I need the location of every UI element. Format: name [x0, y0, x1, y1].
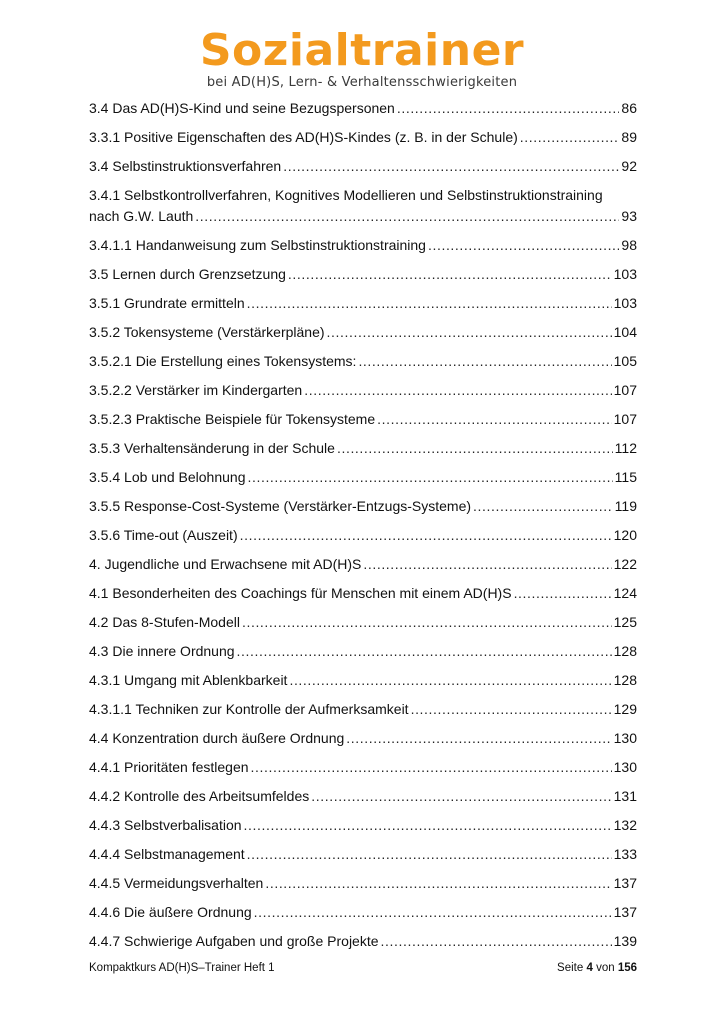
toc-dot-leader [289, 670, 611, 691]
toc-dot-leader [237, 641, 612, 662]
toc-dot-leader [242, 612, 612, 633]
toc-entry-page: 103 [613, 295, 637, 311]
toc-dot-leader [283, 156, 619, 177]
toc-entry-page: 125 [613, 614, 637, 630]
toc-entry-page: 92 [621, 158, 637, 174]
toc-entry-title: 3.3.1 Positive Eigenschaften des AD(H)S-Kindes (z. B. in der Schule) [89, 129, 518, 145]
toc-entry[interactable] [89, 525, 637, 546]
brand-subtitle: bei AD(H)S, Lern- & Verhaltensschwierigkeiten [206, 75, 518, 90]
toc-entry-title: 3.5 Lernen durch Grenzsetzung [89, 266, 286, 282]
toc-entry[interactable] [89, 670, 637, 691]
toc-entry[interactable] [89, 322, 637, 343]
toc-dot-leader [428, 235, 619, 256]
toc-entry-title: 4.4 Konzentration durch äußere Ordnung [89, 730, 345, 746]
toc-entry-title: 3.5.1 Grundrate ermitteln [89, 295, 245, 311]
toc-entry-title: 4.3.1.1 Techniken zur Kontrolle der Aufmerksamkeit [89, 701, 409, 717]
toc-entry-title: 3.5.5 Response-Cost-Systeme (Verstärker-Entzugs-Systeme) [89, 498, 472, 514]
toc-dot-leader [346, 728, 611, 749]
toc-dot-leader [311, 786, 611, 807]
toc-entry-title: 4.4.5 Vermeidungsverhalten [89, 875, 264, 891]
toc-entry[interactable] [89, 699, 637, 720]
toc-entry-row [89, 98, 637, 119]
footer-page-prefix: Seite [557, 962, 584, 974]
footer-current-page: 4 [586, 962, 593, 974]
toc-entry-title: 4.3 Die innere Ordnung [89, 643, 235, 659]
toc-entry-row [89, 351, 637, 372]
toc-entry-title: 3.5.3 Verhaltensänderung in der Schule [89, 440, 335, 456]
brand-logo-title: Sozialtrainer [199, 25, 525, 76]
toc-entry-row [89, 786, 637, 807]
toc-entry-page: 122 [613, 556, 637, 572]
toc-entry-title: nach G.W. Lauth [89, 208, 194, 224]
toc-entry[interactable] [89, 438, 637, 459]
toc-entry-page: 103 [613, 266, 637, 282]
toc-dot-leader [377, 409, 612, 430]
toc-dot-leader [337, 438, 613, 459]
toc-entry[interactable] [89, 185, 637, 227]
toc-entry-page: 124 [613, 585, 637, 601]
toc-entry-row [89, 438, 637, 459]
toc-entry[interactable] [89, 641, 637, 662]
page-header [0, 25, 724, 90]
toc-entry-title: 4.4.3 Selbstverbalisation [89, 817, 242, 833]
toc-entry[interactable] [89, 786, 637, 807]
toc-entry[interactable] [89, 98, 637, 119]
footer-course-title: Kompaktkurs AD(H)S–Trainer Heft 1 [89, 962, 275, 974]
page-footer [89, 962, 637, 974]
toc-dot-leader [195, 206, 619, 227]
toc-entry[interactable] [89, 409, 637, 430]
toc-entry-page: 132 [613, 817, 637, 833]
toc-entry-page: 128 [613, 643, 637, 659]
toc-entry-row [89, 612, 637, 633]
toc-entry-row [89, 409, 637, 430]
footer-page-number [557, 962, 637, 974]
table-of-contents [89, 98, 637, 960]
toc-entry[interactable] [89, 127, 637, 148]
toc-entry-page: 115 [614, 469, 637, 485]
toc-dot-leader [520, 127, 620, 148]
toc-dot-leader [363, 554, 611, 575]
toc-entry-row [89, 670, 637, 691]
toc-entry[interactable] [89, 844, 637, 865]
toc-entry-row [89, 235, 637, 256]
toc-entry-row [89, 322, 637, 343]
toc-entry-title: 3.4.1.1 Handanweisung zum Selbstinstruktionstraining [89, 237, 426, 253]
toc-entry[interactable] [89, 902, 637, 923]
toc-dot-leader [247, 844, 612, 865]
footer-total-pages: 156 [617, 962, 637, 974]
toc-entry-title: 3.5.2.3 Praktische Beispiele für Tokensysteme [89, 411, 376, 427]
toc-entry-title: 3.5.6 Time-out (Auszeit) [89, 527, 238, 543]
toc-entry-title: 3.5.2.2 Verstärker im Kindergarten [89, 382, 303, 398]
toc-entry-page: 131 [613, 788, 637, 804]
toc-dot-leader [254, 902, 612, 923]
toc-entry[interactable] [89, 293, 637, 314]
toc-entry-page: 137 [613, 904, 637, 920]
toc-entry-page: 93 [621, 208, 637, 224]
toc-entry-page: 107 [613, 382, 637, 398]
footer-page-sep: von [596, 962, 615, 974]
toc-entry-row [89, 496, 637, 517]
toc-entry-page: 104 [613, 324, 637, 340]
toc-entry-title: 3.5.2 Tokensysteme (Verstärkerpläne) [89, 324, 325, 340]
toc-entry-row [89, 815, 637, 836]
toc-entry[interactable] [89, 235, 637, 256]
toc-entry[interactable] [89, 264, 637, 285]
toc-entry[interactable] [89, 467, 637, 488]
toc-entry-page: 89 [621, 129, 637, 145]
toc-entry-page: 137 [613, 875, 637, 891]
toc-entry-row [89, 873, 637, 894]
toc-entry-row [89, 156, 637, 177]
toc-entry[interactable] [89, 873, 637, 894]
toc-entry-title: 4.4.4 Selbstmanagement [89, 846, 245, 862]
toc-entry-page: 119 [614, 498, 637, 514]
toc-entry-page: 139 [613, 933, 637, 949]
toc-entry-row [89, 757, 637, 778]
toc-entry-title-line1: 3.4.1 Selbstkontrollverfahren, Kognitives Modellieren und Selbstinstruktionstraining [89, 187, 603, 203]
toc-entry-title: 4.4.6 Die äußere Ordnung [89, 904, 252, 920]
toc-entry-row [89, 467, 637, 488]
toc-entry-page: 130 [613, 759, 637, 775]
toc-dot-leader [411, 699, 612, 720]
toc-entry[interactable] [89, 554, 637, 575]
toc-dot-leader [244, 815, 612, 836]
toc-entry-row [89, 931, 637, 952]
toc-entry-title: 4.2 Das 8-Stufen-Modell [89, 614, 240, 630]
toc-entry-row [89, 641, 637, 662]
toc-entry-row [89, 293, 637, 314]
toc-dot-leader [265, 873, 611, 894]
toc-dot-leader [358, 351, 611, 372]
toc-entry[interactable] [89, 156, 637, 177]
toc-entry[interactable] [89, 757, 637, 778]
toc-entry-title: 4.3.1 Umgang mit Ablenkbarkeit [89, 672, 288, 688]
toc-entry-page: 98 [621, 237, 637, 253]
toc-entry-row [89, 127, 637, 148]
toc-entry-page: 128 [613, 672, 637, 688]
toc-entry-row [89, 554, 637, 575]
toc-entry-page: 120 [613, 527, 637, 543]
toc-entry-row [89, 525, 637, 546]
toc-entry-page: 130 [613, 730, 637, 746]
toc-entry-page: 112 [614, 440, 637, 456]
toc-dot-leader [247, 293, 612, 314]
toc-dot-leader [304, 380, 611, 401]
toc-dot-leader [251, 757, 612, 778]
toc-entry-title: 4.4.7 Schwierige Aufgaben und große Projekte [89, 933, 379, 949]
toc-entry-page: 86 [621, 100, 637, 116]
toc-dot-leader [327, 322, 612, 343]
toc-entry-title: 4.4.1 Prioritäten festlegen [89, 759, 249, 775]
toc-dot-leader [240, 525, 612, 546]
toc-entry-title: 4. Jugendliche und Erwachsene mit AD(H)S [89, 556, 362, 572]
toc-entry-title: 3.5.2.1 Die Erstellung eines Tokensystems: [89, 353, 357, 369]
toc-entry-row [89, 583, 637, 604]
toc-entry-page: 133 [613, 846, 637, 862]
toc-entry-row [89, 206, 637, 227]
toc-dot-leader [381, 931, 612, 952]
toc-entry-title: 3.4 Selbstinstruktionsverfahren [89, 158, 282, 174]
toc-entry-page: 129 [613, 701, 637, 717]
toc-entry[interactable] [89, 351, 637, 372]
toc-entry-title: 4.4.2 Kontrolle des Arbeitsumfeldes [89, 788, 310, 804]
toc-entry[interactable] [89, 380, 637, 401]
toc-dot-leader [288, 264, 612, 285]
toc-entry-row [89, 728, 637, 749]
toc-entry[interactable] [89, 583, 637, 604]
toc-entry-page: 107 [613, 411, 637, 427]
toc-entry[interactable] [89, 612, 637, 633]
toc-entry-title: 3.4 Das AD(H)S-Kind und seine Bezugspersonen [89, 100, 395, 116]
toc-entry-page: 105 [613, 353, 637, 369]
toc-entry-row [89, 264, 637, 285]
toc-entry-row [89, 380, 637, 401]
toc-entry[interactable] [89, 815, 637, 836]
toc-dot-leader [514, 583, 612, 604]
toc-entry[interactable] [89, 496, 637, 517]
toc-dot-leader [247, 467, 612, 488]
toc-entry-row [89, 902, 637, 923]
toc-dot-leader [473, 496, 613, 517]
toc-entry-title: 4.1 Besonderheiten des Coachings für Menschen mit einem AD(H)S [89, 585, 512, 601]
toc-entry-row [89, 699, 637, 720]
toc-entry-row [89, 844, 637, 865]
toc-entry-title: 3.5.4 Lob und Belohnung [89, 469, 246, 485]
toc-dot-leader [397, 98, 620, 119]
toc-entry[interactable] [89, 931, 637, 952]
toc-entry[interactable] [89, 728, 637, 749]
